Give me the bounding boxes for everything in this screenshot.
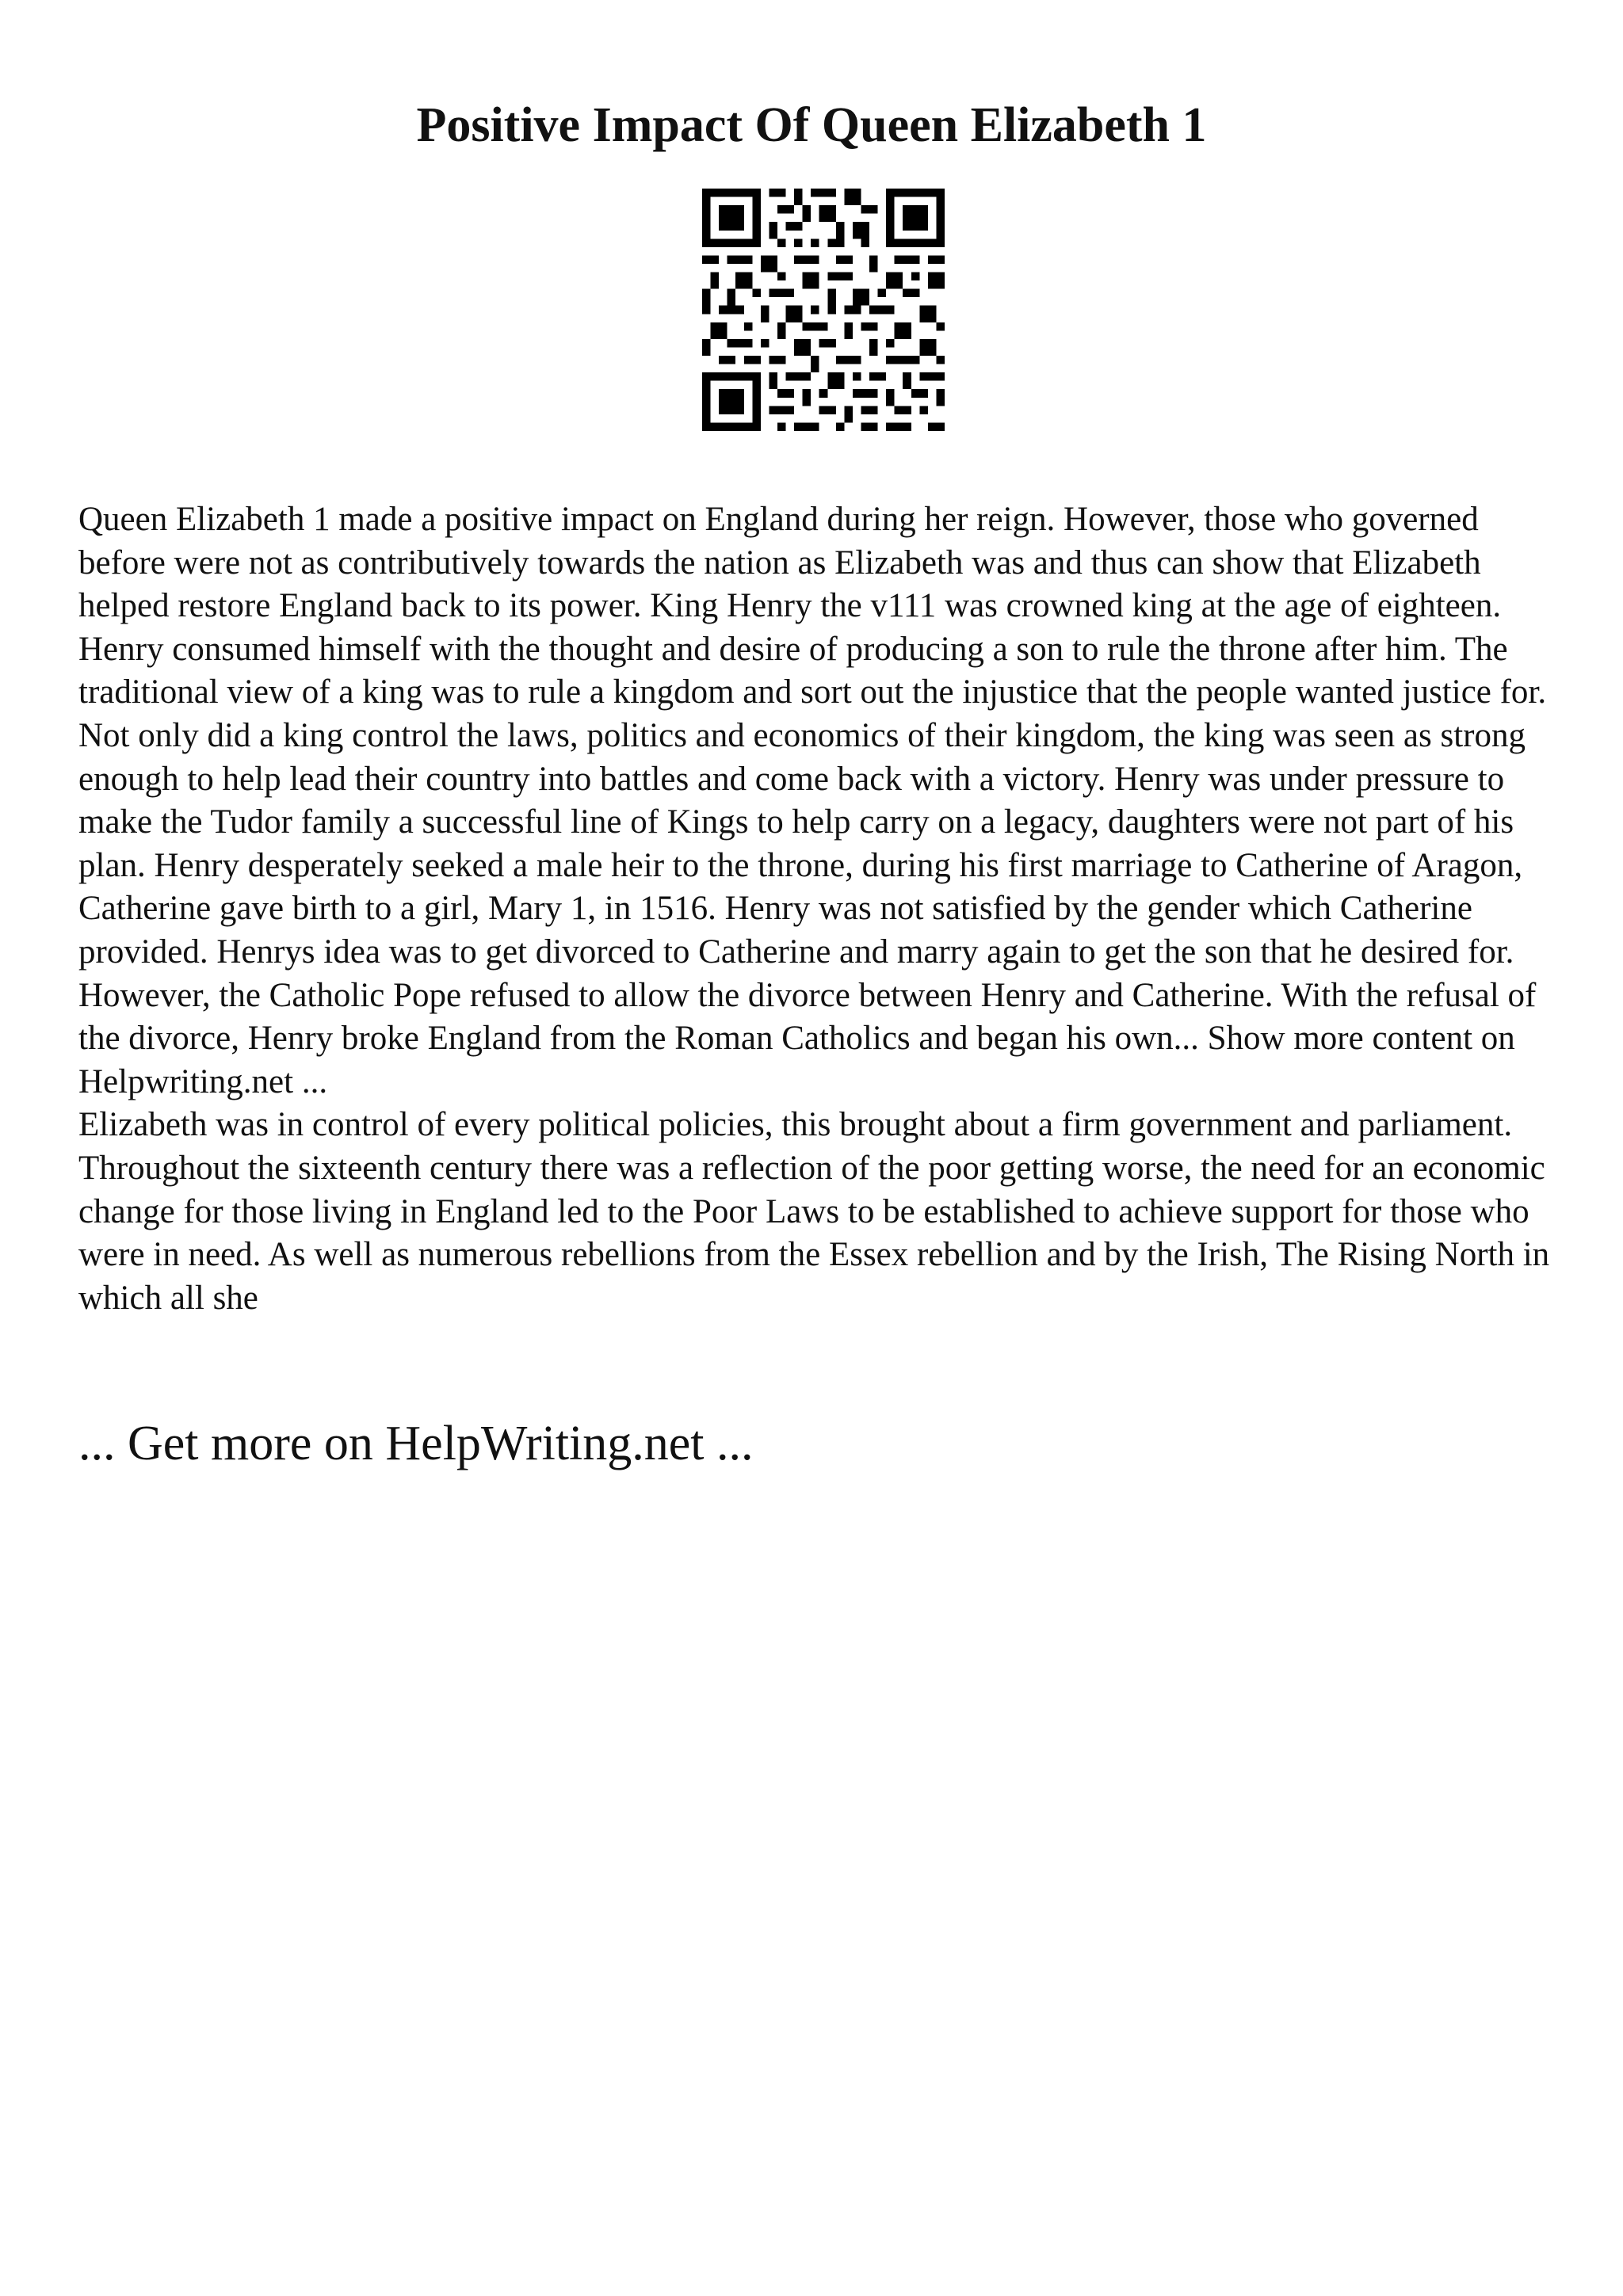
article-body [78,498,1552,1320]
get-more-link[interactable]: ... Get more on HelpWriting.net ... [78,1417,754,1470]
page-title: Positive Impact Of Queen Elizabeth 1 [416,98,1207,152]
qr-code-icon [702,189,945,431]
paragraph: Queen Elizabeth 1 made a positive impact on England during her reign. However, those who governed before were not as contributively towards the nation as Elizabeth was and thus can show that Elizabeth helped restore England back to its power. King Henry the v111 was crowned king at the age of eighteen. Henry consumed himself with the thought and desire of producing a son to rule the throne after him. The traditional view of a king was to rule a kingdom and sort out the injustice that the people wanted justice for. Not only did a king control the laws, politics and economics of their kingdom, the king was seen as strong enough to help lead their country into battles and come back with a victory. Henry was under pressure to make the Tudor family a successful line of Kings to help carry on a legacy, daughters were not part of his plan. Henry desperately seeked a male heir to the throne, during his first marriage to Catherine of Aragon, Catherine gave birth to a girl, Mary 1, in 1516. Henry was not satisfied by the gender which Catherine provided. Henrys idea was to get divorced to Catherine and marry again to get the son that he desired for. However, the Catholic Pope refused to allow the divorce between Henry and Catherine. With the refusal of the divorce, Henry broke England from the Roman Catholics and began his own... Show more content on Helpwriting.net ... [78,501,1547,1100]
paragraph: Elizabeth was in control of every political policies, this brought about a firm government and parliament. Throughout the sixteenth century there was a reflection of the poor getting worse, the need for an economic change for those living in England led to the Poor Laws to be established to achieve support for those who were in need. As well as numerous rebellions from the Essex rebellion and by the Irish, The Rising North in which all she [78,1106,1550,1317]
